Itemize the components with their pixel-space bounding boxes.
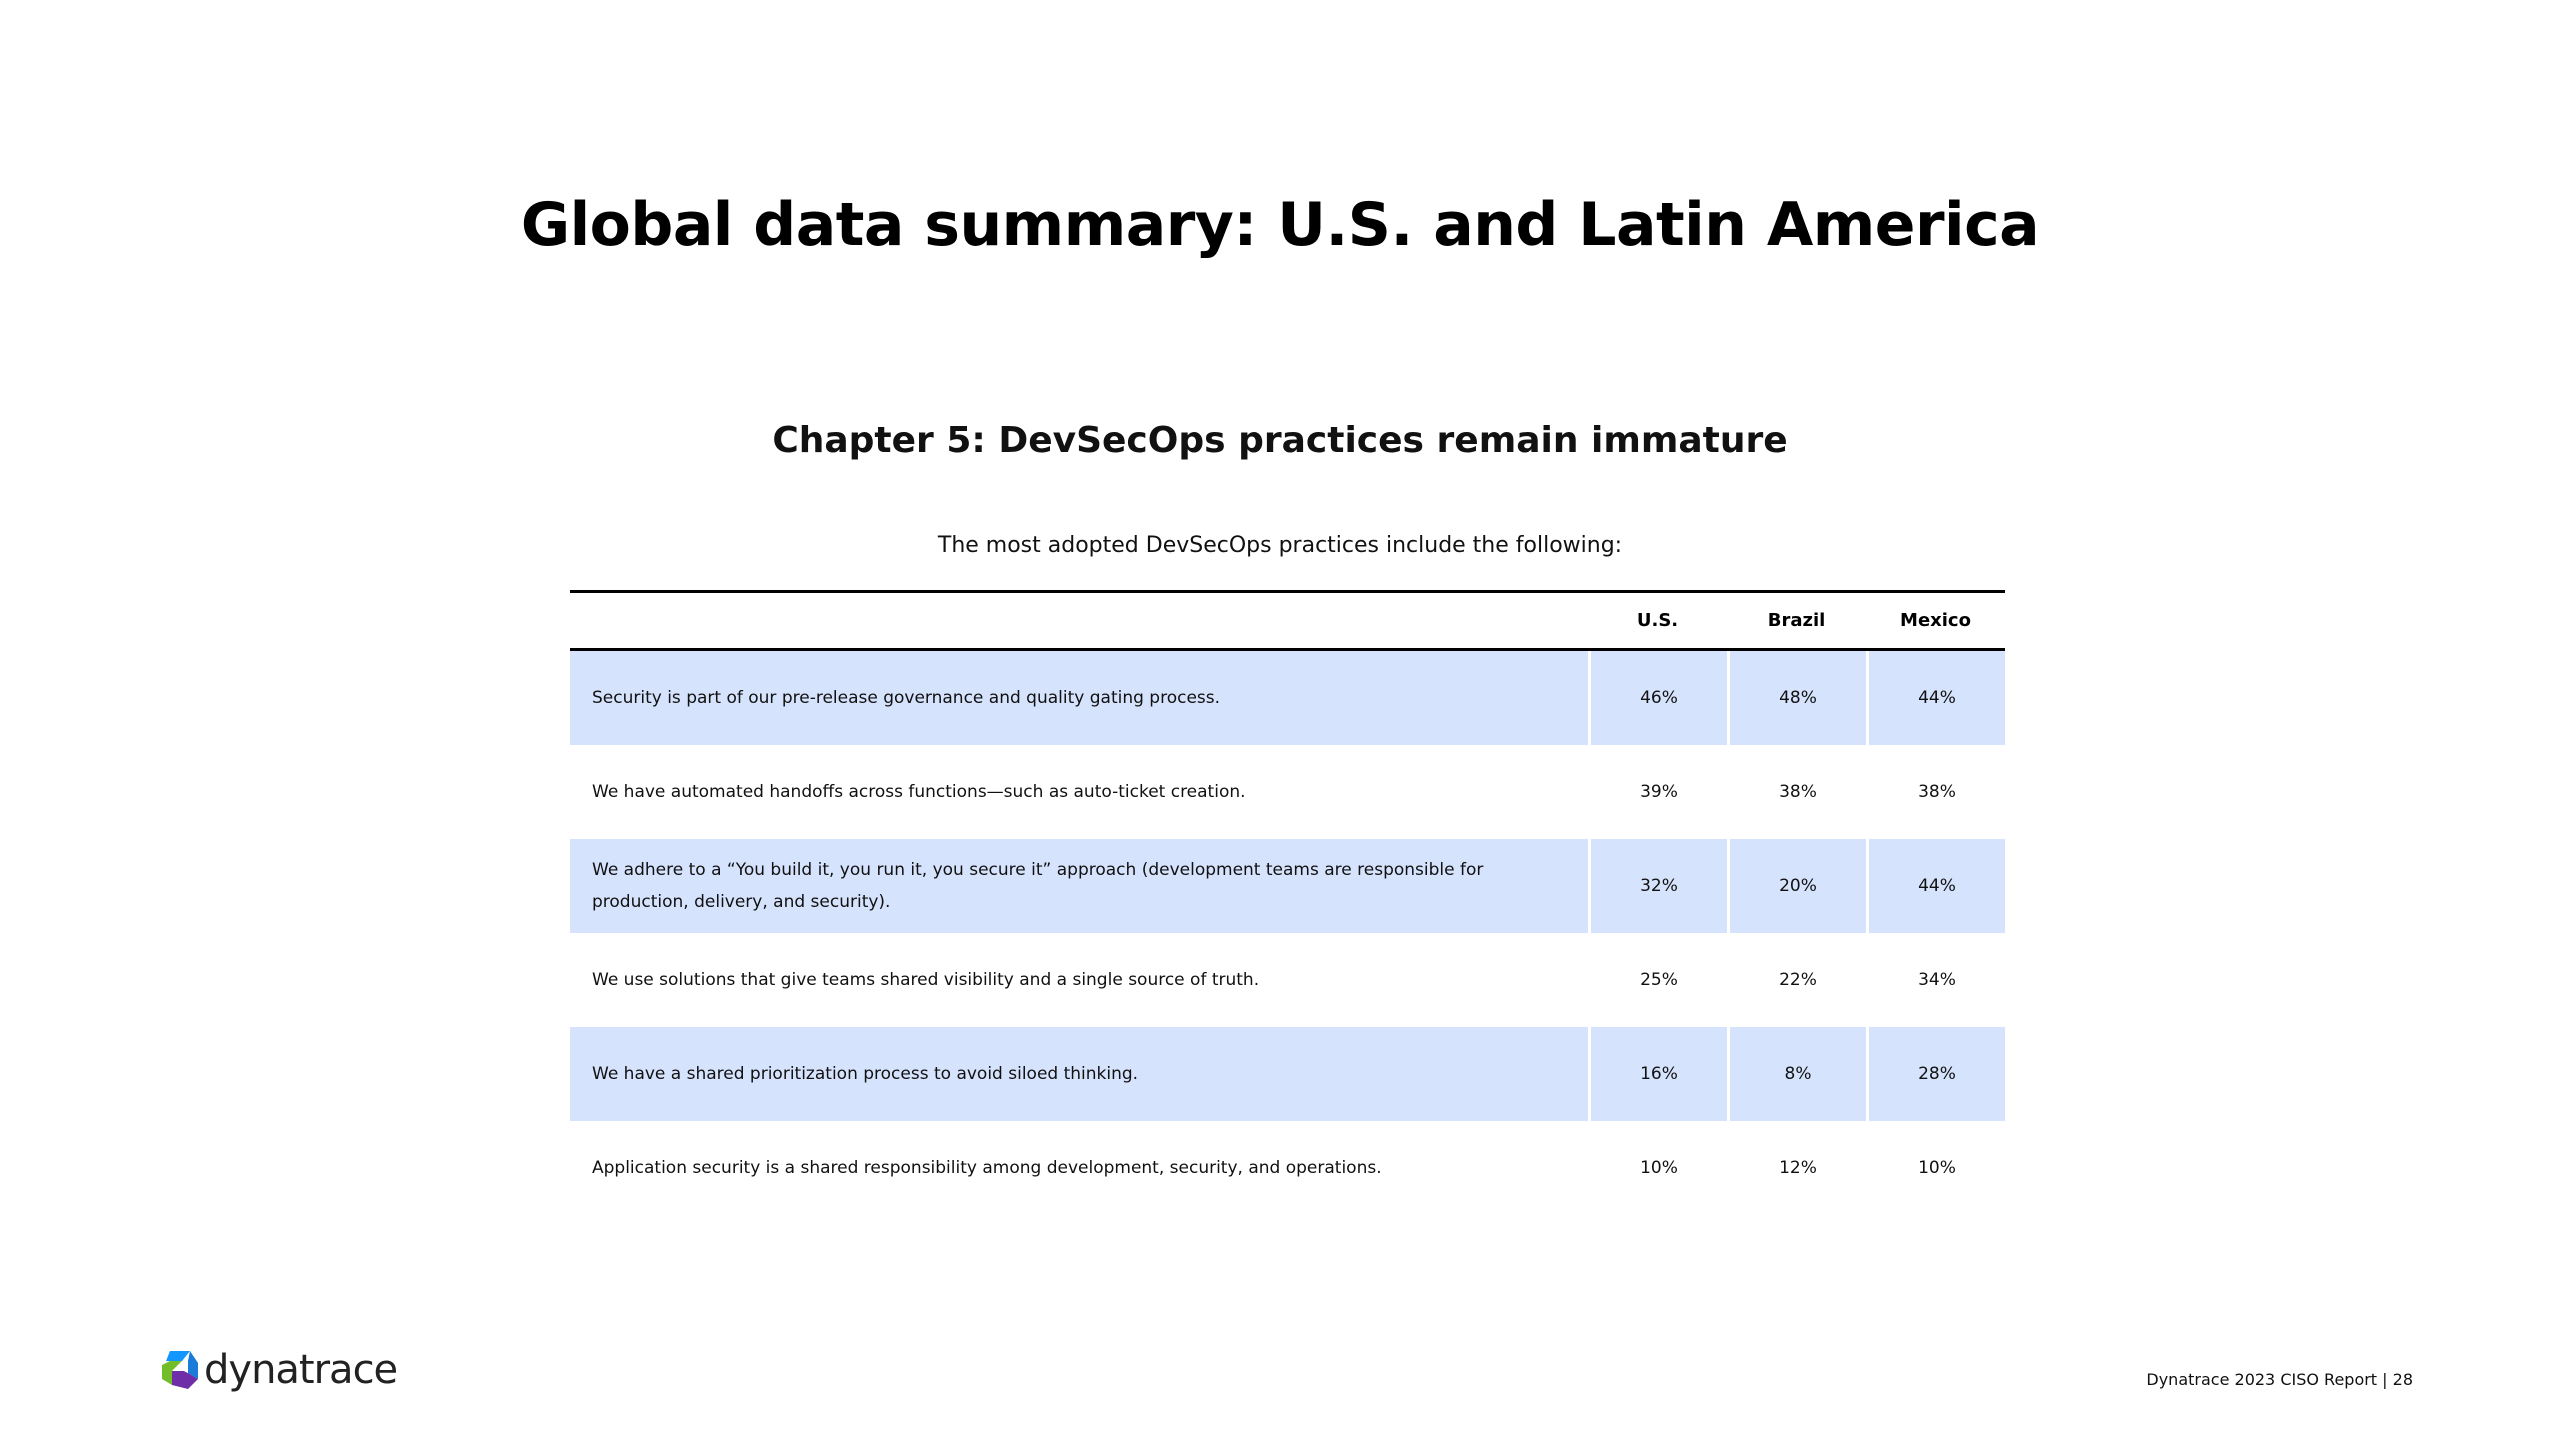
footer-report-label: Dynatrace 2023 CISO Report | 28 [2146, 1370, 2413, 1389]
table-row [570, 651, 2005, 745]
mexico-value: 38% [1866, 745, 2005, 839]
dynatrace-logo [160, 1348, 397, 1392]
mexico-value: 44% [1866, 651, 2005, 745]
brazil-value: 22% [1727, 933, 1866, 1027]
mexico-value: 44% [1866, 839, 2005, 933]
practice-label: We have automated handoffs across functions—such as auto-ticket creation. [592, 782, 1246, 802]
table-header-row [570, 590, 2005, 651]
chapter-title: Chapter 5: DevSecOps practices remain immature [772, 420, 1788, 461]
practice-label: We have a shared prioritization process to avoid siloed thinking. [570, 1027, 1588, 1121]
header-us: U.S. [1588, 590, 1727, 651]
table-row [570, 1121, 2005, 1215]
practice-label: We use solutions that give teams shared visibility and a single source of truth. [592, 970, 1260, 990]
us-value: 10% [1588, 1121, 1727, 1215]
practice-label: Security is part of our pre-release governance and quality gating process. [570, 651, 1588, 745]
mexico-value: 28% [1866, 1027, 2005, 1121]
mexico-value: 10% [1866, 1121, 2005, 1215]
header-practice [570, 590, 1588, 651]
us-value: 46% [1588, 651, 1727, 745]
us-value: 25% [1588, 933, 1727, 1027]
practice-label: Application security is a shared responsibility among development, security, and operations. [592, 1158, 1382, 1178]
page-title: Global data summary: U.S. and Latin America [520, 190, 2040, 260]
practices-table [570, 590, 2005, 1215]
table-row [570, 839, 2005, 933]
table-row [570, 745, 2005, 839]
brazil-value: 12% [1727, 1121, 1866, 1215]
us-value: 16% [1588, 1027, 1727, 1121]
logo-wordmark: dynatrace [204, 1347, 398, 1393]
brazil-value: 38% [1727, 745, 1866, 839]
us-value: 39% [1588, 745, 1727, 839]
dynatrace-mark-icon [160, 1349, 200, 1391]
mexico-value: 34% [1866, 933, 2005, 1027]
table-row [570, 1027, 2005, 1121]
header-brazil: Brazil [1727, 590, 1866, 651]
practice-label: We adhere to a “You build it, you run it, you secure it” approach (development teams are responsible for production, delivery, and security). [570, 839, 1588, 933]
brazil-value: 48% [1727, 651, 1866, 745]
brazil-value: 20% [1727, 839, 1866, 933]
table-row [570, 933, 2005, 1027]
header-mexico: Mexico [1866, 590, 2005, 651]
intro-text: The most adopted DevSecOps practices include the following: [937, 533, 1623, 558]
us-value: 32% [1588, 839, 1727, 933]
brazil-value: 8% [1727, 1027, 1866, 1121]
